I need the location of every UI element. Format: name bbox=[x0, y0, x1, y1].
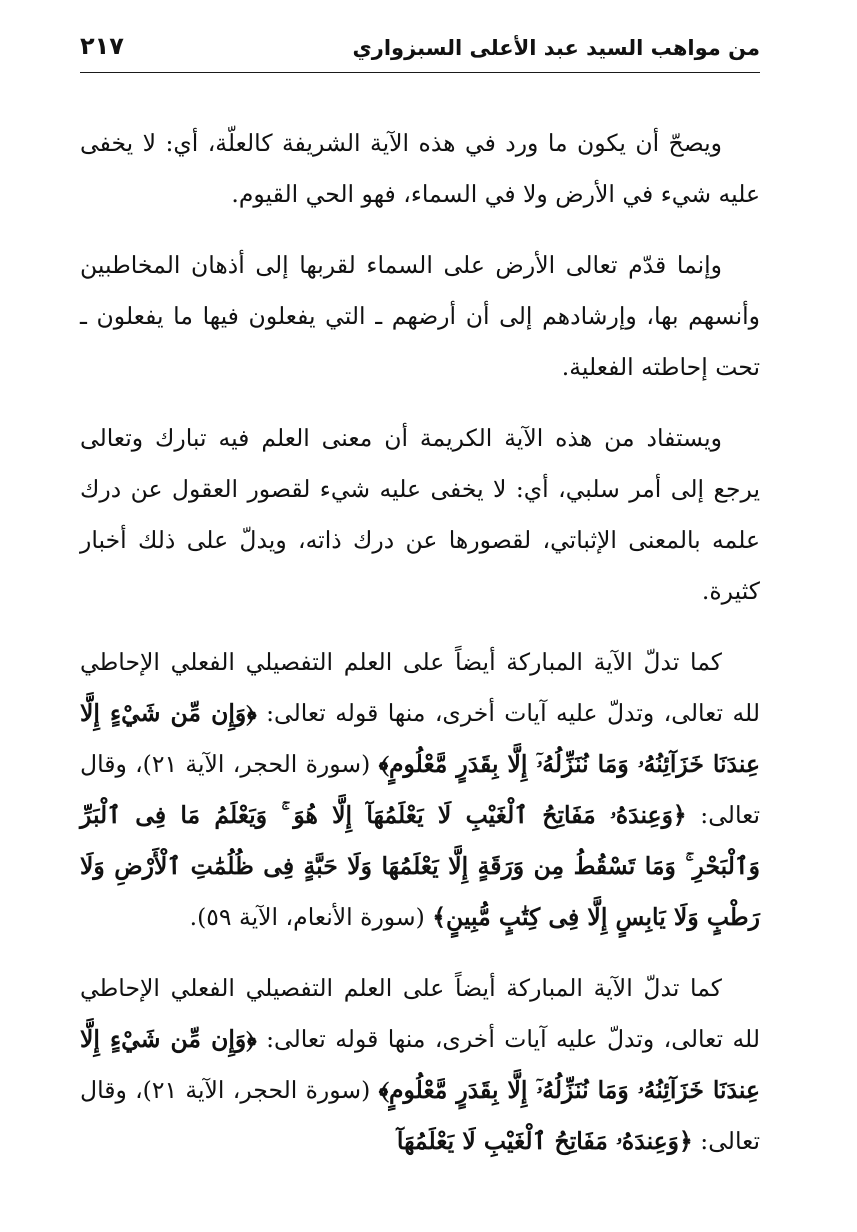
paragraph-intro: كما تدلّ الآية المباركة أيضاً على العلم التفصيلي الفعلي الإحاطي لله تعالى، وتدلّ عليه آيات أخرى، منها قوله تعالى: bbox=[80, 648, 760, 727]
page-number: ٢١٧ bbox=[80, 32, 124, 60]
verse-reference: (سورة الحجر، الآية ٢١)، وقال تعالى: bbox=[80, 750, 760, 829]
quran-verse: ﴿وَعِندَهُۥ مَفَاتِحُ ٱلْغَيْبِ لَا يَعْلَمُهَآ إِلَّا هُوَ ۚ وَيَعْلَمُ مَا فِى ٱلْبَرِّ وَٱلْبَحْرِ ۚ وَمَا تَسْقُطُ مِن وَرَقَةٍ إِلَّا يَعْلَمُهَا وَلَا حَبَّةٍ فِى ظُلُمَٰتِ ٱلْأَرْضِ وَلَا رَطْبٍ وَلَا يَابِسٍ إِلَّا فِى كِتَٰبٍ مُّبِينٍ﴾ bbox=[80, 801, 760, 931]
quran-verse: ﴿وَعِندَهُۥ مَفَاتِحُ ٱلْغَيْبِ لَا يَعْلَمُهَآ bbox=[396, 1127, 693, 1155]
paragraph-1 bbox=[80, 118, 760, 220]
body-text bbox=[80, 118, 760, 1187]
paragraph-text: ويستفاد من هذه الآية الكريمة أن معنى العلم فيه تبارك وتعالى يرجع إلى أمر سلبي، أي: لا يخفى عليه شيء لقصور العقول عن درك علمه بالمعنى الإثباتي، لقصورها عن درك ذاته، ويدلّ على ذلك أخبار كثيرة. bbox=[80, 424, 760, 605]
paragraph-text: ويصحّ أن يكون ما ورد في هذه الآية الشريفة كالعلّة، أي: لا يخفى عليه شيء في الأرض ولا في السماء، فهو الحي القيوم. bbox=[80, 129, 760, 208]
paragraph-4 bbox=[80, 637, 760, 943]
running-title: من مواهب السيد عبد الأعلى السبزواري bbox=[352, 36, 760, 60]
quran-verse: ﴿وَإِن مِّن شَيْءٍ إِلَّا عِندَنَا خَزَآئِنُهُۥ وَمَا نُنَزِّلُهُۥٓ إِلَّا بِقَدَرٍ مَّعْلُومٍ﴾ bbox=[80, 699, 760, 778]
page-header bbox=[80, 30, 760, 73]
verse-reference: (سورة الحجر، الآية ٢١)، وقال تعالى: bbox=[80, 1076, 760, 1155]
paragraph-5 bbox=[80, 963, 760, 1167]
paragraph-text: وإنما قدّم تعالى الأرض على السماء لقربها إلى أذهان المخاطبين وأنسهم بها، وإرشادهم إلى أن أرضهم ـ التي يفعلون فيها ما يفعلون ـ تحت إحاطته الفعلية. bbox=[80, 251, 760, 381]
paragraph-intro: كما تدلّ الآية المباركة أيضاً على العلم التفصيلي الفعلي الإحاطي لله تعالى، وتدلّ عليه آيات أخرى، منها قوله تعالى: bbox=[80, 974, 760, 1053]
paragraph-3 bbox=[80, 413, 760, 617]
paragraph-2 bbox=[80, 240, 760, 393]
verse-reference: (سورة الأنعام، الآية ٥٩). bbox=[189, 903, 425, 931]
quran-verse: ﴿وَإِن مِّن شَيْءٍ إِلَّا عِندَنَا خَزَآئِنُهُۥ وَمَا نُنَزِّلُهُۥٓ إِلَّا بِقَدَرٍ مَّعْلُومٍ﴾ bbox=[80, 1025, 760, 1104]
